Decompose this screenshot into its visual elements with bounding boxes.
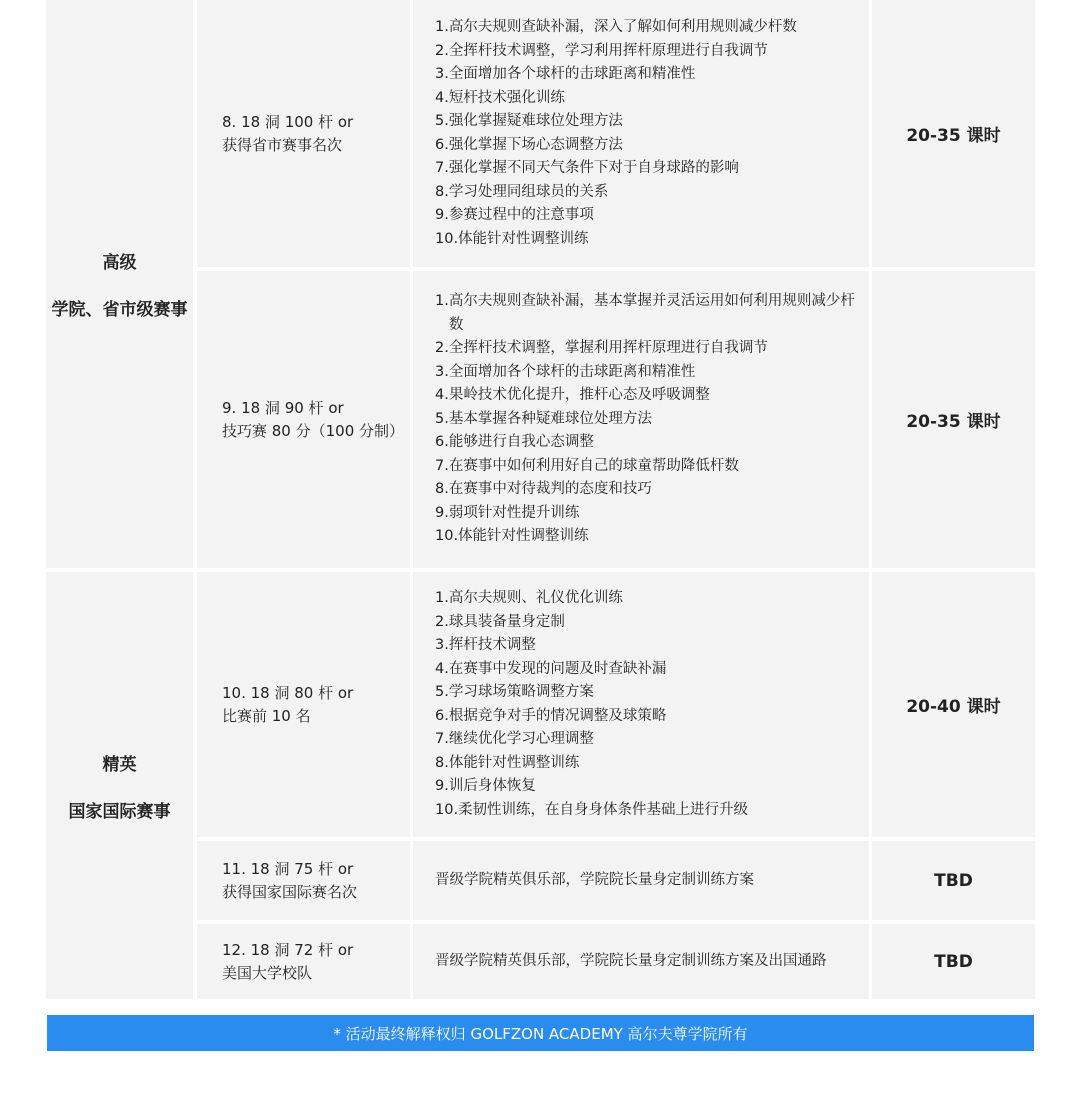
condition-cell	[197, 841, 410, 920]
content-cell	[413, 271, 869, 568]
condition-line: 11. 18 洞 75 杆 or	[222, 859, 354, 878]
condition-line: 9. 18 洞 90 杆 or	[222, 398, 344, 417]
condition-line: 美国大学校队	[222, 963, 313, 982]
list-item: 2. 全挥杆技术调整，掌握利用挥杆原理进行自我调节	[435, 340, 768, 357]
list-item: 8. 在赛事中对待裁判的态度和技巧	[435, 481, 652, 498]
content-cell: 晋级学院精英俱乐部，学院院长量身定制训练方案及出国通路	[413, 924, 869, 999]
list-item: 9. 参赛过程中的注意事项	[435, 207, 594, 223]
table-row	[197, 0, 1035, 267]
footer-disclaimer: * 活动最终解释权归 GOLFZON ACADEMY 高尔夫尊学院所有	[47, 1015, 1034, 1051]
list-item: 5. 强化掌握疑难球位处理方法	[435, 113, 623, 129]
level-cell	[46, 572, 193, 999]
list-item: 5. 基本掌握各种疑难球位处理方法	[435, 410, 652, 427]
list-item: 4. 果岭技术优化提升，推杆心态及呼吸调整	[435, 387, 710, 404]
list-item: 3. 挥杆技术调整	[435, 637, 536, 653]
list-item: 1. 高尔夫规则查缺补漏，深入了解如何利用规则减少杆数	[435, 19, 797, 35]
list-item: 7. 继续优化学习心理调整	[435, 731, 594, 747]
table-row	[197, 924, 1035, 999]
condition-line: 12. 18 洞 72 杆 or	[222, 940, 354, 959]
condition-line: 技巧赛 80 分（100 分制）	[222, 421, 405, 440]
condition-cell	[197, 0, 410, 267]
level-title: 高级	[102, 253, 137, 273]
list-item: 4. 在赛事中发现的问题及时查缺补漏	[435, 660, 667, 677]
hours-cell: TBD	[872, 841, 1035, 920]
content-cell: 晋级学院精英俱乐部，学院院长量身定制训练方案	[413, 841, 869, 920]
list-item: 10. 体能针对性调整训练	[435, 230, 589, 247]
list-item: 10. 柔韧性训练，在自身身体条件基础上进行升级	[435, 801, 749, 818]
list-item: 3. 全面增加各个球杆的击球距离和精准性	[435, 66, 696, 82]
list-item: 7. 强化掌握不同天气条件下对于自身球路的影响	[435, 160, 739, 176]
table-row	[197, 572, 1035, 837]
list-item: 2. 全挥杆技术调整，学习利用挥杆原理进行自我调节	[435, 42, 768, 59]
condition-line: 比赛前 10 名	[222, 706, 311, 725]
list-item: 6. 强化掌握下场心态调整方法	[435, 136, 623, 153]
condition-cell	[197, 924, 410, 999]
list-item: 6. 能够进行自我心态调整	[435, 434, 594, 451]
condition-cell	[197, 572, 410, 837]
hours-cell: 20-35 课时	[872, 0, 1035, 267]
list-item: 2. 球具装备量身定制	[435, 613, 565, 630]
level-group-elite	[46, 572, 1035, 999]
list-item: 6. 根据竞争对手的情况调整及球策略	[435, 707, 667, 724]
level-group-advanced	[46, 0, 1035, 568]
list-item: 10. 体能针对性调整训练	[435, 528, 589, 545]
list-item: 8. 学习处理同组球员的关系	[435, 183, 609, 200]
hours-cell: 20-40 课时	[872, 572, 1035, 837]
level-rows	[197, 572, 1035, 999]
list-item: 1. 高尔夫规则查缺补漏，基本掌握并灵活运用如何利用规则减少杆数	[435, 293, 855, 333]
list-item: 4. 短杆技术强化训练	[435, 89, 565, 106]
list-item: 1. 高尔夫规则、礼仪优化训练	[435, 590, 623, 606]
condition-line: 获得国家国际赛名次	[222, 882, 358, 901]
level-subtitle: 国家国际赛事	[68, 801, 171, 822]
list-item: 8. 体能针对性调整训练	[435, 754, 580, 771]
content-cell	[413, 0, 869, 267]
condition-line: 10. 18 洞 80 杆 or	[222, 683, 354, 702]
list-item: 9. 训后身体恢复	[435, 778, 536, 794]
list-item: 9. 弱项针对性提升训练	[435, 504, 580, 521]
content-cell	[413, 572, 869, 837]
level-cell	[46, 0, 193, 568]
list-item: 3. 全面增加各个球杆的击球距离和精准性	[435, 363, 696, 380]
course-table	[46, 0, 1035, 999]
condition-line: 获得省市赛事名次	[222, 135, 343, 154]
condition-cell	[197, 271, 410, 568]
level-subtitle: 学院、省市级赛事	[51, 300, 188, 320]
level-rows	[197, 0, 1035, 568]
list-item: 5. 学习球场策略调整方案	[435, 684, 594, 700]
hours-cell: TBD	[872, 924, 1035, 999]
list-item: 7. 在赛事中如何利用好自己的球童帮助降低杆数	[435, 457, 739, 474]
condition-line: 8. 18 洞 100 杆 or	[222, 112, 354, 131]
table-row	[197, 271, 1035, 568]
table-row	[197, 841, 1035, 920]
hours-cell: 20-35 课时	[872, 271, 1035, 568]
level-title: 精英	[102, 754, 137, 775]
